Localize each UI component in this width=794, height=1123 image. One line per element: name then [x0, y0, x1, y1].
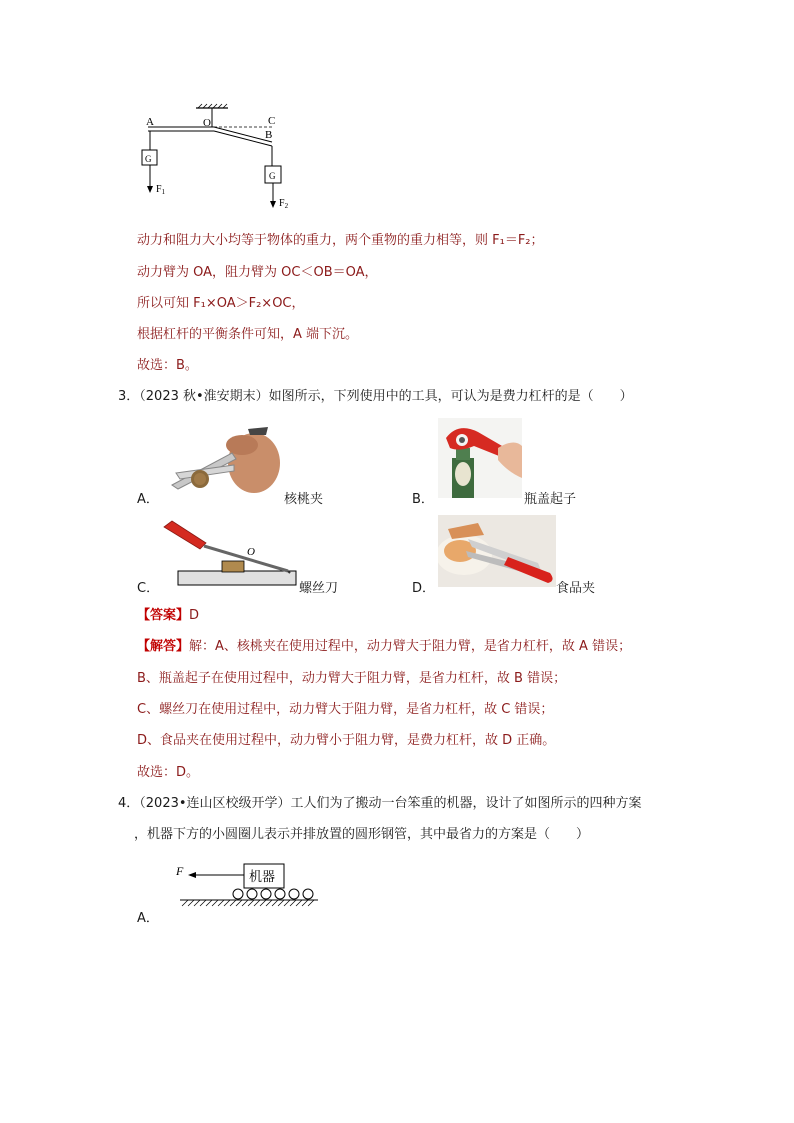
label-C: C: [268, 115, 276, 127]
q3-explain-3: C、螺丝刀在使用过程中，动力臂大于阻力臂，是省力杠杆，故 C 错误；: [137, 702, 554, 717]
q4-stem-line-2: ，机器下方的小圆圈儿表示并排放置的圆形钢管，其中最省力的方案是（ ）: [134, 827, 590, 842]
q3-choice: 故选：D。: [137, 765, 200, 780]
q3-explain-4: D、食品夹在使用过程中，动力臂小于阻力臂，是费力杠杆，故 D 正确。: [137, 733, 556, 748]
label-B: B: [265, 129, 273, 141]
option-d-caption: 食品夹: [556, 581, 596, 596]
screwdriver-figure: [160, 515, 300, 587]
q4-option-a-letter: A．: [137, 911, 159, 926]
solution-line-2: 动力臂为 OA，阻力臂为 OC＜OB＝OA，: [137, 265, 378, 280]
label-G-left: G: [145, 154, 152, 164]
force-label: F: [176, 864, 184, 878]
q3-explain-1: [137, 635, 631, 654]
solution-line-4: 根据杠杆的平衡条件可知，A 端下沉。: [137, 327, 359, 342]
q3-explain-2: B、瓶盖起子在使用过程中，动力臂大于阻力臂，是省力杠杆，故 B 错误；: [137, 671, 567, 686]
option-b-letter: B．: [412, 492, 434, 507]
option-c-caption: 螺丝刀: [299, 581, 339, 596]
explain-line-1: 解：A、核桃夹在使用过程中，动力臂大于阻力臂，是省力杠杆，故 A 错误；: [189, 639, 632, 654]
option-a-caption: 核桃夹: [284, 492, 324, 507]
answer-value: D: [189, 608, 200, 623]
explain-tag: 【解答】: [137, 639, 190, 654]
option-b-caption: 瓶盖起子: [524, 492, 577, 507]
solution-line-5: 故选：B。: [137, 358, 198, 373]
option-a-letter: A．: [137, 492, 159, 507]
lever-figure: [130, 100, 310, 215]
q3-answer: [137, 604, 199, 623]
bottle-opener-image: [438, 418, 522, 498]
machine-figure: [172, 858, 322, 914]
label-F2: $F_2$: [279, 198, 289, 210]
label-O: O: [203, 117, 211, 129]
answer-tag: 【答案】: [137, 608, 190, 623]
option-c-letter: C．: [137, 581, 160, 596]
solution-line-3: 所以可知 F₁×OA＞F₂×OC，: [137, 296, 305, 311]
q4-stem-line-1: 4．（2023•连山区校级开学）工人们为了搬动一台笨重的机器，设计了如图所示的四种方案: [118, 796, 642, 811]
solution-line-1: 动力和阻力大小均等于物体的重力，两个重物的重力相等，则 F₁＝F₂；: [137, 233, 544, 248]
food-tongs-image: [438, 515, 556, 587]
option-d-letter: D．: [412, 581, 436, 596]
machine-label: 机器: [249, 869, 276, 884]
label-O-screwdriver: O: [247, 546, 255, 558]
q3-stem: 3．（2023 秋•淮安期末）如图所示，下列使用中的工具，可认为是费力杠杆的是（ ）: [118, 389, 633, 404]
label-G-right: G: [269, 171, 276, 181]
label-A: A: [146, 116, 154, 128]
walnut-cracker-image: [162, 425, 280, 497]
label-F1: $F_1$: [156, 184, 166, 196]
